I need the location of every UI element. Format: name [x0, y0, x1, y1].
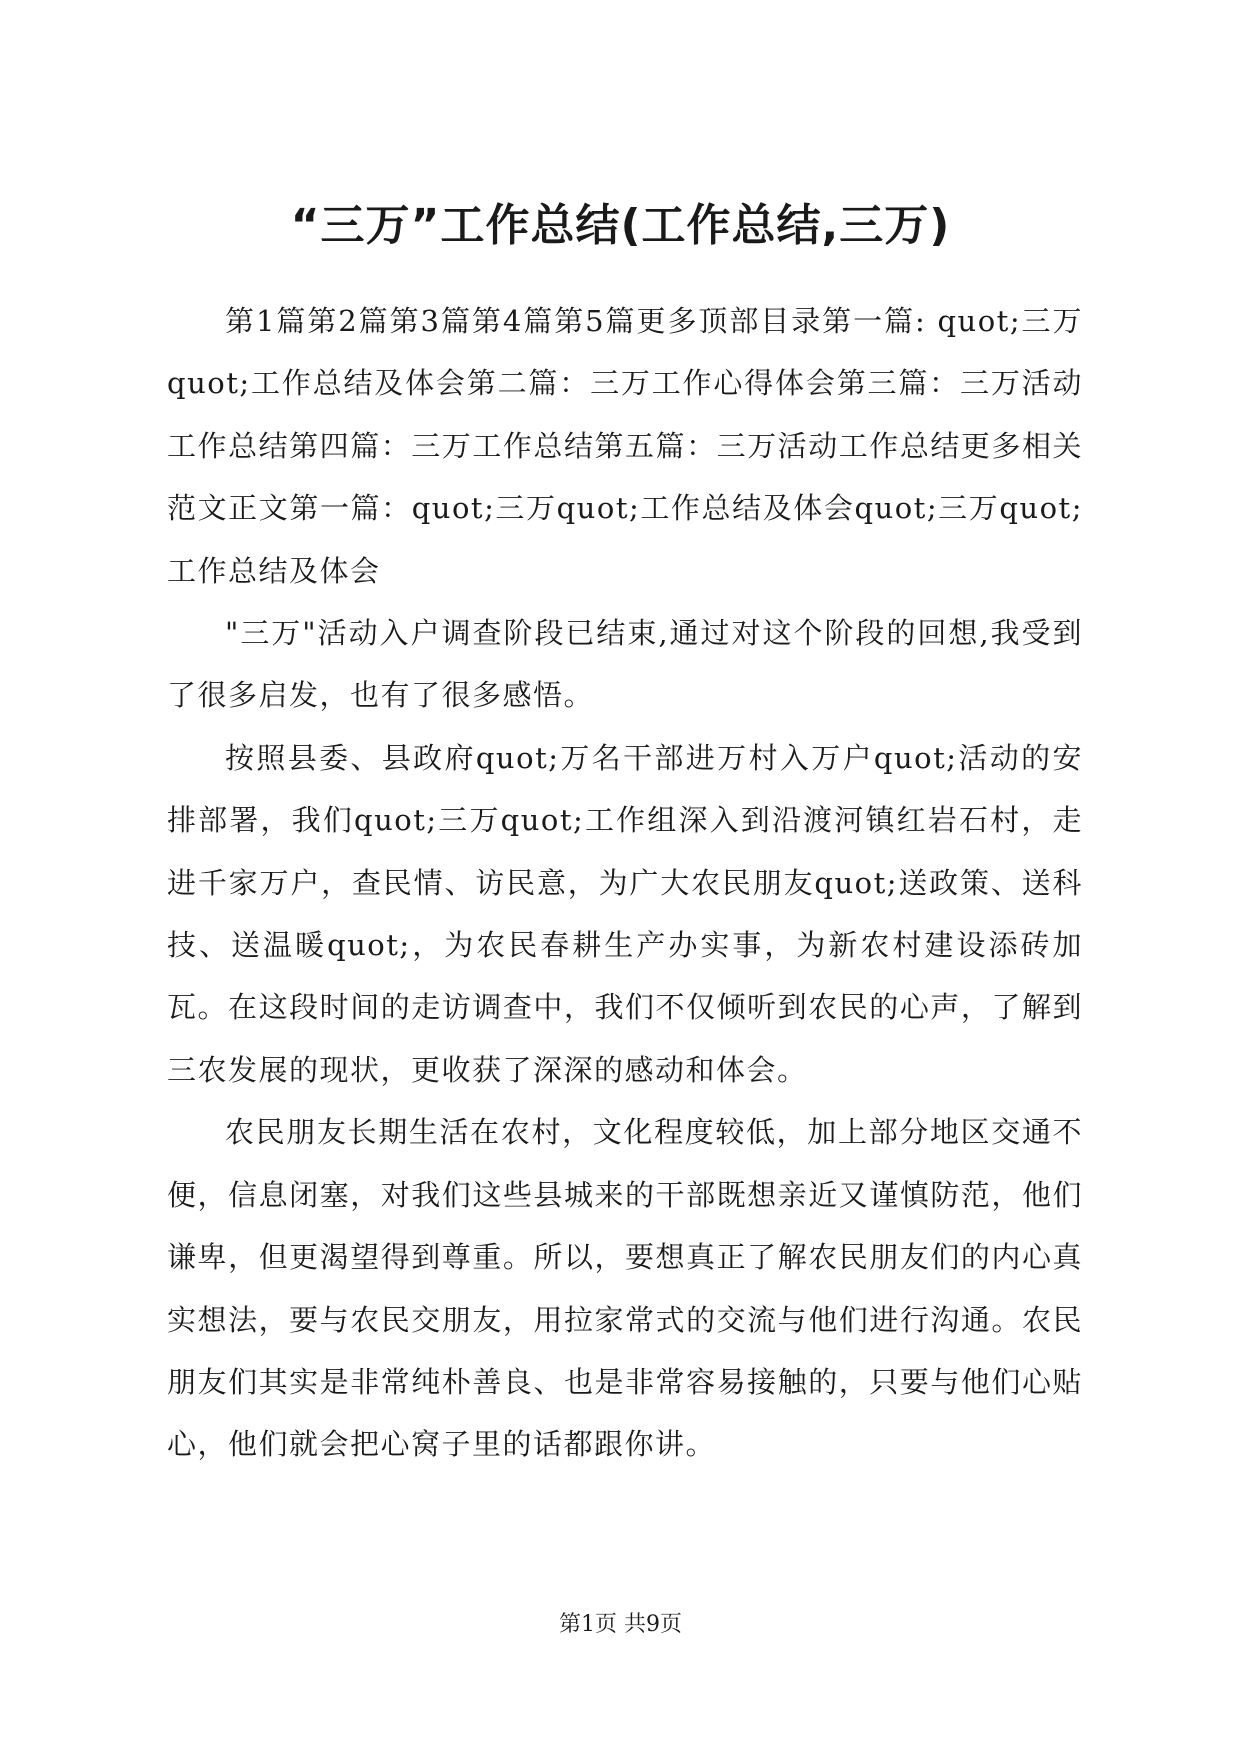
paragraph: 按照县委、县政府quot;万名干部进万村入万户quot;活动的安排部署，我们quot;三万quot;工作组深入到沿渡河镇红岩石村，走进千家万户，查民情、访民意，为广大农民朋友quot;送政策、送科技、送温暖quot;，为农民春耕生产办实事，为新农村建设添砖加瓦。在这段时间的走访调查中，我们不仅倾听到农民的心声，了解到三农发展的现状，更收获了深深的感动和体会。: [167, 740, 1083, 1087]
page-number-footer: 第1页 共9页: [559, 1612, 682, 1637]
paragraph: 农民朋友长期生活在农村，文化程度较低，加上部分地区交通不便，信息闭塞，对我们这些县城来的干部既想亲近又谨慎防范，他们谦卑，但更渴望得到尊重。所以，要想真正了解农民朋友们的内心真实想法，要与农民交朋友，用拉家常式的交流与他们进行沟通。农民朋友们其实是非常纯朴善良、也是非常容易接触的，只要与他们心贴心，他们就会把心窝子里的话都跟你讲。: [167, 1115, 1083, 1462]
document-title: “三万”工作总结(工作总结,三万): [290, 200, 951, 251]
paragraph: "三万"活动入户调查阶段已结束,通过对这个阶段的回想,我受到了很多启发，也有了很多感悟。: [167, 616, 1083, 713]
paragraph-table-of-contents: 第1篇第2篇第3篇第4篇第5篇更多顶部目录第一篇: quot;三万quot;工作总结及体会第二篇：三万工作心得体会第三篇：三万活动工作总结第四篇：三万工作总结第五篇：三万活动工作总结更多相关范文正文第一篇：quot;三万quot;工作总结及体会quot;三万quot;工作总结及体会: [167, 304, 1083, 588]
document-body: [167, 290, 1083, 1476]
